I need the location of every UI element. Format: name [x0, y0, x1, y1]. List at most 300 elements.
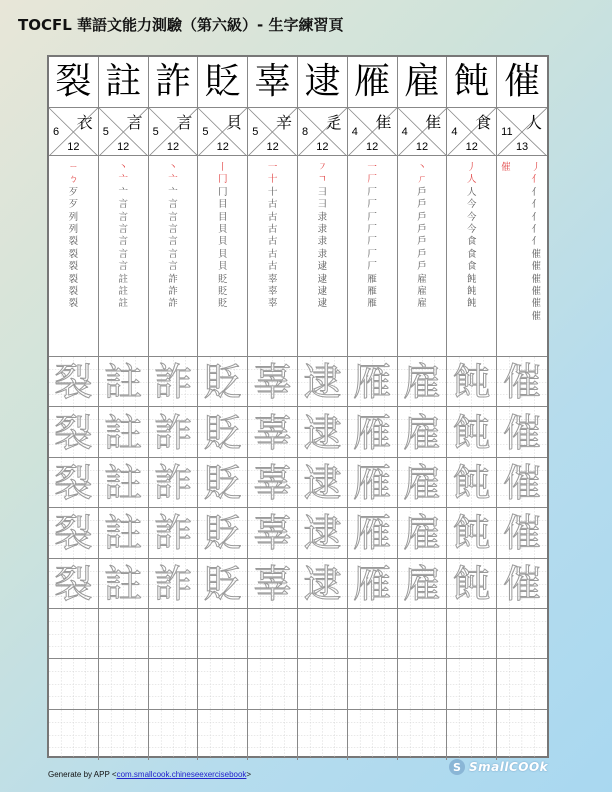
practice-cell[interactable]	[99, 357, 149, 407]
stroke-step: ⺕	[317, 199, 328, 211]
practice-cell[interactable]	[248, 659, 298, 709]
stroke-step: 言	[168, 211, 178, 223]
radical-stroke-count: 8	[301, 126, 309, 138]
character-cell	[398, 57, 448, 107]
practice-cell[interactable]	[198, 508, 248, 558]
stroke-order-cell	[248, 156, 298, 357]
stroke-step: 催	[531, 310, 541, 322]
trace-character: 雇	[402, 410, 441, 455]
character: 詐	[154, 61, 191, 102]
radical-stroke-count: 4	[451, 126, 458, 138]
stroke-step: 雁	[367, 286, 377, 298]
stroke-step: 催	[531, 261, 541, 273]
guide-grid	[248, 659, 297, 709]
practice-cell[interactable]	[49, 710, 99, 760]
stroke-order-sequence	[149, 162, 198, 311]
stroke-step: 貶	[218, 298, 228, 310]
stroke-step: 裂	[68, 261, 79, 273]
trace-character: 雁	[353, 561, 392, 606]
stroke-step: 食	[467, 261, 477, 273]
stroke-step: 註	[118, 298, 128, 310]
trace-character: 催	[503, 460, 542, 505]
stroke-order-sequence	[298, 162, 347, 311]
practice-cell[interactable]	[149, 357, 199, 407]
stroke-order-sequence	[248, 162, 297, 311]
guide-grid	[398, 659, 447, 709]
stroke-step: 亻	[531, 211, 541, 223]
stroke-step: 裂	[68, 286, 79, 298]
trace-character: 逮	[303, 360, 342, 405]
stroke-step: 貝	[218, 236, 228, 248]
stroke-step: 十	[267, 186, 278, 198]
stroke-step: 目	[218, 211, 228, 223]
practice-cell[interactable]	[497, 357, 547, 407]
stroke-step: 戶	[417, 248, 427, 260]
stroke-step: 裂	[68, 298, 79, 310]
stroke-info-row	[49, 107, 547, 156]
total-stroke-count: 12	[67, 141, 80, 153]
practice-cell[interactable]	[298, 458, 348, 508]
character-cell	[298, 57, 348, 107]
practice-cell[interactable]	[497, 407, 547, 457]
stroke-step: ㄅ	[68, 174, 79, 186]
blank-practice-row	[49, 608, 547, 659]
practice-cell[interactable]	[149, 559, 199, 609]
trace-character: 雁	[353, 511, 392, 556]
practice-cell[interactable]	[49, 407, 99, 457]
stroke-step: 亠	[118, 186, 128, 198]
stroke-order-sequence	[447, 162, 496, 311]
trace-character: 飩	[452, 511, 491, 556]
stroke-step: 貝	[218, 224, 228, 236]
guide-grid	[99, 609, 148, 659]
stroke-step: 詐	[168, 298, 178, 310]
trace-character: 註	[104, 410, 143, 455]
practice-cell[interactable]	[198, 659, 248, 709]
practice-cell[interactable]	[248, 559, 298, 609]
trace-character: 辜	[253, 511, 292, 556]
practice-cell[interactable]	[398, 508, 448, 558]
radical: 食	[475, 113, 492, 132]
tracing-row	[49, 558, 547, 609]
total-stroke-count: 12	[415, 141, 429, 153]
stroke-step: ㄏ	[417, 174, 427, 186]
stroke-step: 厂	[367, 261, 377, 273]
practice-cell[interactable]	[497, 710, 547, 760]
stroke-step: 言	[168, 199, 178, 211]
guide-grid	[398, 710, 447, 760]
practice-cell[interactable]	[149, 710, 199, 760]
trace-character: 飩	[452, 410, 491, 455]
practice-cell[interactable]	[398, 357, 448, 407]
guide-grid	[99, 710, 148, 760]
practice-cell[interactable]	[398, 407, 448, 457]
practice-cell[interactable]	[248, 508, 298, 558]
stroke-step: ⺕	[317, 186, 328, 198]
trace-character: 裂	[54, 561, 93, 606]
stroke-step: 丶	[168, 162, 178, 173]
character-cell	[497, 57, 547, 107]
radical: 言	[176, 113, 193, 132]
stroke-step: 亻	[531, 236, 541, 248]
guide-grid	[149, 609, 198, 659]
total-stroke-count: 12	[166, 141, 180, 153]
radical-stroke-count: 4	[351, 126, 358, 138]
practice-cell[interactable]	[49, 659, 99, 709]
stroke-step: 隶	[317, 236, 328, 248]
practice-cell[interactable]	[298, 659, 348, 709]
trace-character: 詐	[153, 360, 192, 405]
practice-cell[interactable]	[149, 458, 199, 508]
stroke-step: 言	[118, 236, 128, 248]
stroke-step: 亻	[531, 174, 541, 186]
stroke-step: 裂	[68, 248, 79, 260]
stroke-step: 一	[267, 162, 278, 173]
trace-character: 逮	[303, 561, 342, 606]
radical: 辵	[325, 113, 342, 132]
brand-logo	[448, 758, 548, 776]
stroke-step: 厂	[367, 186, 377, 198]
practice-cell[interactable]	[447, 458, 497, 508]
guide-grid	[447, 659, 496, 709]
stroke-step: 辜	[267, 273, 278, 285]
practice-cell[interactable]	[198, 609, 248, 659]
trace-character: 雁	[353, 460, 392, 505]
stroke-step: 雇	[417, 298, 427, 310]
stroke-step: 歹	[68, 186, 79, 198]
stroke-step: 裂	[68, 236, 79, 248]
practice-cell[interactable]	[198, 458, 248, 508]
practice-cell[interactable]	[348, 407, 398, 457]
stroke-step: ㇇	[317, 162, 328, 173]
trace-character: 註	[104, 360, 143, 405]
practice-cell[interactable]	[248, 357, 298, 407]
practice-cell[interactable]	[348, 609, 398, 659]
stroke-step: 古	[267, 248, 278, 260]
practice-cell[interactable]	[198, 559, 248, 609]
stroke-step: 言	[118, 261, 128, 273]
guide-grid	[497, 710, 547, 760]
stroke-step: 丿	[531, 162, 541, 173]
stroke-order-cell	[348, 156, 398, 357]
stroke-step: 古	[267, 261, 278, 273]
practice-cell[interactable]	[447, 407, 497, 457]
stroke-step: 古	[267, 236, 278, 248]
practice-cell[interactable]	[99, 710, 149, 760]
practice-cell[interactable]	[348, 357, 398, 407]
practice-cell[interactable]	[298, 357, 348, 407]
practice-cell[interactable]	[348, 710, 398, 760]
practice-cell[interactable]	[99, 458, 149, 508]
stroke-step: 戶	[417, 224, 427, 236]
practice-cell[interactable]	[149, 508, 199, 558]
stroke-step: 一	[367, 162, 377, 173]
practice-cell[interactable]	[497, 559, 547, 609]
stroke-step: 言	[168, 224, 178, 236]
stroke-order-sequence	[501, 162, 541, 323]
practice-cell[interactable]	[398, 559, 448, 609]
practice-cell[interactable]	[149, 609, 199, 659]
radical-stroke-count: 11	[501, 126, 513, 138]
practice-cell[interactable]	[447, 609, 497, 659]
stroke-step: 隶	[317, 211, 328, 223]
guide-grid	[398, 609, 447, 659]
stroke-step: 戶	[417, 261, 427, 273]
stroke-step: 古	[267, 224, 278, 236]
guide-grid	[198, 659, 247, 709]
stroke-info-cell	[298, 108, 348, 156]
footer-prefix: Generate by APP <	[48, 770, 117, 779]
practice-cell[interactable]	[447, 710, 497, 760]
practice-cell[interactable]	[99, 659, 149, 709]
radical-stroke-count: 5	[152, 126, 159, 138]
stroke-step: 逮	[317, 261, 328, 273]
tracing-row	[49, 356, 547, 407]
trace-character: 辜	[253, 410, 292, 455]
stroke-step: 催	[531, 286, 541, 298]
practice-cell[interactable]	[398, 710, 448, 760]
stroke-step: 言	[168, 248, 178, 260]
practice-cell[interactable]	[198, 357, 248, 407]
character: 貶	[204, 61, 241, 102]
stroke-step: 詐	[168, 286, 178, 298]
footer-suffix: >	[246, 770, 252, 779]
character: 雇	[403, 61, 440, 102]
practice-cell[interactable]	[99, 407, 149, 457]
practice-cell[interactable]	[248, 710, 298, 760]
stroke-step: 飩	[467, 286, 477, 298]
character: 辜	[254, 61, 291, 102]
practice-cell[interactable]	[447, 508, 497, 558]
practice-cell[interactable]	[99, 508, 149, 558]
trace-character: 詐	[153, 561, 192, 606]
guide-grid	[298, 659, 347, 709]
character-cell	[149, 57, 199, 107]
stroke-order-cell	[198, 156, 248, 357]
practice-cell[interactable]	[99, 559, 149, 609]
app-link[interactable]: com.smallcook.chineseexercisebook	[116, 770, 247, 779]
trace-character: 裂	[54, 360, 93, 405]
stroke-step: 催	[531, 273, 541, 285]
total-stroke-count: 12	[465, 141, 478, 153]
practice-cell[interactable]	[348, 659, 398, 709]
practice-cell[interactable]	[497, 508, 547, 558]
practice-cell[interactable]	[248, 458, 298, 508]
stroke-order-cell	[149, 156, 199, 357]
stroke-step: 亻	[531, 186, 541, 198]
stroke-step: 戶	[417, 199, 427, 211]
practice-cell[interactable]	[398, 609, 448, 659]
guide-grid	[298, 609, 347, 659]
stroke-step: 辜	[267, 286, 278, 298]
tracing-row	[49, 406, 547, 457]
guide-grid	[447, 710, 496, 760]
stroke-step: 丿	[467, 162, 477, 173]
practice-cell[interactable]	[248, 407, 298, 457]
stroke-step: 列	[68, 224, 79, 236]
stroke-step: 列	[68, 211, 79, 223]
practice-cell[interactable]	[497, 609, 547, 659]
stroke-step: 古	[267, 199, 278, 211]
radical: 言	[126, 113, 143, 132]
practice-cell[interactable]	[298, 710, 348, 760]
stroke-step: 冂	[218, 186, 228, 198]
stroke-step: 冂	[218, 174, 228, 186]
radical-stroke-count: 6	[53, 126, 60, 138]
guide-grid	[49, 659, 98, 709]
practice-cell[interactable]	[198, 407, 248, 457]
trace-character: 註	[104, 511, 143, 556]
practice-cell[interactable]	[149, 407, 199, 457]
stroke-step: 亻	[531, 199, 541, 211]
practice-cell[interactable]	[447, 357, 497, 407]
character: 飩	[453, 61, 490, 102]
stroke-step: ㄧ	[68, 162, 79, 173]
stroke-order-row	[49, 155, 547, 357]
trace-character: 雇	[402, 460, 441, 505]
stroke-step: 隶	[317, 224, 328, 236]
practice-cell[interactable]	[298, 407, 348, 457]
character-cell	[447, 57, 497, 107]
total-stroke-count: 13	[515, 141, 529, 153]
stroke-step: 逮	[317, 273, 328, 285]
practice-cell[interactable]	[398, 659, 448, 709]
stroke-step: 逮	[317, 286, 328, 298]
guide-grid	[149, 659, 198, 709]
practice-cell[interactable]	[298, 508, 348, 558]
practice-cell[interactable]	[149, 659, 199, 709]
guide-grid	[497, 659, 547, 709]
practice-cell[interactable]	[398, 458, 448, 508]
trace-character: 催	[503, 511, 542, 556]
trace-character: 逮	[303, 460, 342, 505]
stroke-step: 人	[467, 186, 477, 198]
guide-grid	[348, 659, 397, 709]
stroke-step: 厂	[367, 211, 377, 223]
guide-grid	[298, 710, 347, 760]
radical-stroke-count: 5	[102, 126, 109, 138]
radical: 隹	[425, 113, 442, 132]
practice-cell[interactable]	[497, 458, 547, 508]
worksheet-grid	[47, 55, 549, 758]
guide-grid	[447, 609, 496, 659]
total-stroke-count: 12	[366, 141, 379, 153]
practice-cell[interactable]	[298, 559, 348, 609]
stroke-step: 飩	[467, 273, 477, 285]
trace-character: 雁	[353, 410, 392, 455]
character-cell	[49, 57, 99, 107]
stroke-order-cell	[497, 156, 547, 357]
total-stroke-count: 12	[266, 141, 279, 153]
character: 裂	[55, 61, 92, 102]
stroke-step: 古	[267, 211, 278, 223]
guide-grid	[198, 609, 247, 659]
stroke-step: 人	[467, 174, 477, 186]
stroke-step: 貶	[218, 286, 228, 298]
stroke-info-cell	[149, 108, 199, 156]
stroke-step: 雁	[367, 273, 377, 285]
guide-grid	[348, 609, 397, 659]
radical: 衣	[76, 113, 93, 132]
stroke-step: 亠	[168, 174, 178, 186]
stroke-step: 厂	[367, 224, 377, 236]
logo-icon	[448, 758, 466, 776]
stroke-step: 今	[467, 211, 477, 223]
stroke-step: 言	[168, 236, 178, 248]
character: 逮	[304, 61, 341, 102]
practice-cell[interactable]	[348, 559, 398, 609]
practice-cell[interactable]	[497, 659, 547, 709]
stroke-info-cell	[497, 108, 547, 156]
practice-cell[interactable]	[248, 609, 298, 659]
practice-cell[interactable]	[49, 458, 99, 508]
stroke-step: 厂	[367, 199, 377, 211]
guide-grid	[49, 609, 98, 659]
practice-cell[interactable]	[348, 508, 398, 558]
practice-cell[interactable]	[49, 609, 99, 659]
practice-cell[interactable]	[447, 659, 497, 709]
radical: 隹	[375, 113, 392, 132]
radical-stroke-count: 5	[202, 126, 209, 138]
practice-cell[interactable]	[298, 609, 348, 659]
stroke-info-cell	[248, 108, 298, 156]
stroke-step: 言	[118, 211, 128, 223]
guide-grid	[248, 609, 297, 659]
stroke-info-cell	[99, 108, 149, 156]
stroke-order-cell	[398, 156, 448, 357]
practice-cell[interactable]	[99, 609, 149, 659]
character-cell	[198, 57, 248, 107]
trace-character: 貶	[203, 460, 242, 505]
stroke-info-cell	[447, 108, 497, 156]
trace-character: 逮	[303, 410, 342, 455]
stroke-step: 食	[467, 248, 477, 260]
character-cell	[99, 57, 149, 107]
character: 催	[504, 61, 541, 102]
stroke-step: 戶	[417, 186, 427, 198]
stroke-step: 言	[118, 199, 128, 211]
stroke-order-cell	[99, 156, 149, 357]
guide-grid	[99, 659, 148, 709]
trace-character: 飩	[452, 360, 491, 405]
guide-grid	[149, 710, 198, 760]
stroke-step: 飩	[467, 298, 477, 310]
trace-character: 辜	[253, 561, 292, 606]
character: 註	[105, 61, 142, 102]
stroke-order-cell	[447, 156, 497, 357]
practice-cell[interactable]	[198, 710, 248, 760]
trace-character: 貶	[203, 561, 242, 606]
trace-character: 雇	[402, 561, 441, 606]
tracing-row	[49, 507, 547, 558]
trace-character: 辜	[253, 460, 292, 505]
stroke-step: 雇	[417, 273, 427, 285]
practice-cell[interactable]	[49, 559, 99, 609]
stroke-step: 食	[467, 236, 477, 248]
stroke-step: 今	[467, 199, 477, 211]
practice-cell[interactable]	[447, 559, 497, 609]
practice-cell[interactable]	[348, 458, 398, 508]
stroke-step: ㄱ	[317, 174, 327, 186]
practice-cell[interactable]	[49, 357, 99, 407]
practice-cell[interactable]	[49, 508, 99, 558]
guide-grid	[497, 609, 547, 659]
stroke-order-sequence	[348, 162, 397, 311]
trace-character: 詐	[153, 511, 192, 556]
stroke-order-sequence	[198, 162, 247, 311]
stroke-info-cell	[398, 108, 448, 156]
radical: 貝	[226, 113, 243, 132]
